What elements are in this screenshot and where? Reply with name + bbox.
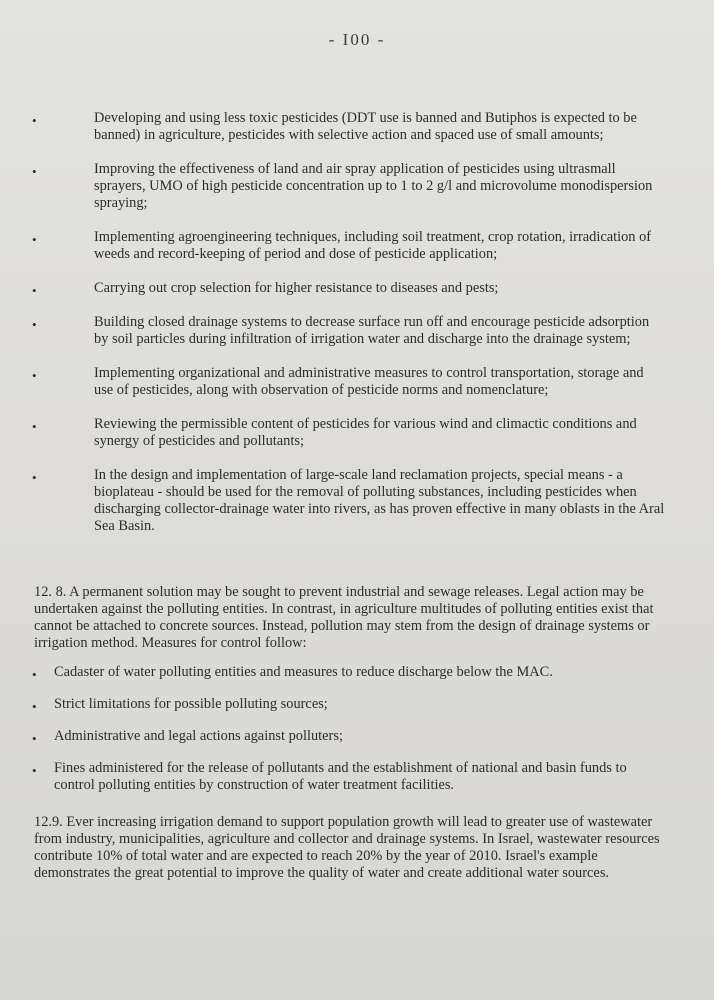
list-item-text: Strict limitations for possible polluting sources; bbox=[54, 696, 328, 712]
bullet-icon: • bbox=[32, 368, 37, 383]
list-item-text: Reviewing the permissible content of pesticides for various wind and climactic conditions and synergy of pesticides and pollutants; bbox=[94, 416, 637, 449]
bullet-icon: • bbox=[32, 667, 37, 682]
list-item bbox=[0, 416, 714, 450]
bullet-icon: • bbox=[32, 113, 37, 128]
list-item bbox=[0, 696, 714, 713]
list-item bbox=[0, 314, 714, 348]
list-item bbox=[0, 728, 714, 745]
list-item-text: Administrative and legal actions against polluters; bbox=[54, 728, 343, 744]
section-12-8-paragraph: 12. 8. A permanent solution may be sought to prevent industrial and sewage releases. Legal action may be undertaken against the polluting entities. In contrast, in agriculture multitudes of polluting entities exist that cannot be attached to concrete sources. Instead, pollution may stem from the design of drainage systems or irrigation method. Measures for control follow: bbox=[34, 584, 654, 651]
list-item bbox=[0, 280, 714, 297]
list-item-text: Developing and using less toxic pesticides (DDT use is banned and Butiphos is expected to be banned) in agriculture, pesticides with selective action and spaced use of small amounts; bbox=[94, 110, 637, 143]
list-item bbox=[0, 229, 714, 263]
list-item-text: In the design and implementation of large-scale land reclamation projects, special means - a bioplateau - should be used for the removal of polluting substances, including pesticides when discharging collector-drainage water into rivers, as has proven effective in many oblasts in the Aral Sea Basin. bbox=[94, 467, 665, 534]
list-item-text: Fines administered for the release of pollutants and the establishment of national and basin funds to control polluting entities by construction of water treatment facilities. bbox=[54, 760, 627, 793]
list-item-text: Implementing organizational and administrative measures to control transportation, storage and use of pesticides, along with observation of pesticide norms and nomenclature; bbox=[94, 365, 644, 398]
bullet-icon: • bbox=[32, 232, 37, 247]
control-measures-list bbox=[0, 664, 714, 809]
bullet-icon: • bbox=[32, 283, 37, 298]
list-item bbox=[0, 110, 714, 144]
list-item-text: Improving the effectiveness of land and air spray application of pesticides using ultrasmall sprayers, UMO of high pesticide concentration up to 1 to 2 g/l and microvolume monodispersion spraying; bbox=[94, 161, 653, 211]
page-number: - I00 - bbox=[328, 30, 386, 49]
list-item bbox=[0, 664, 714, 681]
list-item bbox=[0, 365, 714, 399]
bullet-icon: • bbox=[32, 419, 37, 434]
bullet-icon: • bbox=[32, 164, 37, 179]
pesticide-measures-list bbox=[0, 110, 714, 552]
bullet-icon: • bbox=[32, 763, 37, 778]
list-item bbox=[0, 467, 714, 535]
list-item-text: Implementing agroengineering techniques, including soil treatment, crop rotation, irradication of weeds and record-keeping of period and dose of pesticide application; bbox=[94, 229, 652, 262]
list-item bbox=[0, 161, 714, 212]
list-item-text: Cadaster of water polluting entities and measures to reduce discharge below the MAC. bbox=[54, 664, 553, 680]
list-item bbox=[0, 760, 714, 794]
bullet-icon: • bbox=[32, 470, 37, 485]
bullet-icon: • bbox=[32, 731, 37, 746]
bullet-icon: • bbox=[32, 317, 37, 332]
list-item-text: Carrying out crop selection for higher resistance to diseases and pests; bbox=[94, 280, 499, 296]
section-12-9-paragraph: 12.9. Ever increasing irrigation demand to support population growth will lead to greater use of wastewater from industry, municipalities, agriculture and collector and drainage systems. In Israel, wastewater resources contribute 10% of total water and are expected to reach 20% by the year of 2010. Israel's example demonstrates the great potential to improve the quality of water and create additional water sources. bbox=[34, 814, 660, 881]
bullet-icon: • bbox=[32, 699, 37, 714]
list-item-text: Building closed drainage systems to decrease surface run off and encourage pesticide adsorption by soil particles during infiltration of irrigation water and discharge into the drainage system; bbox=[94, 314, 650, 347]
